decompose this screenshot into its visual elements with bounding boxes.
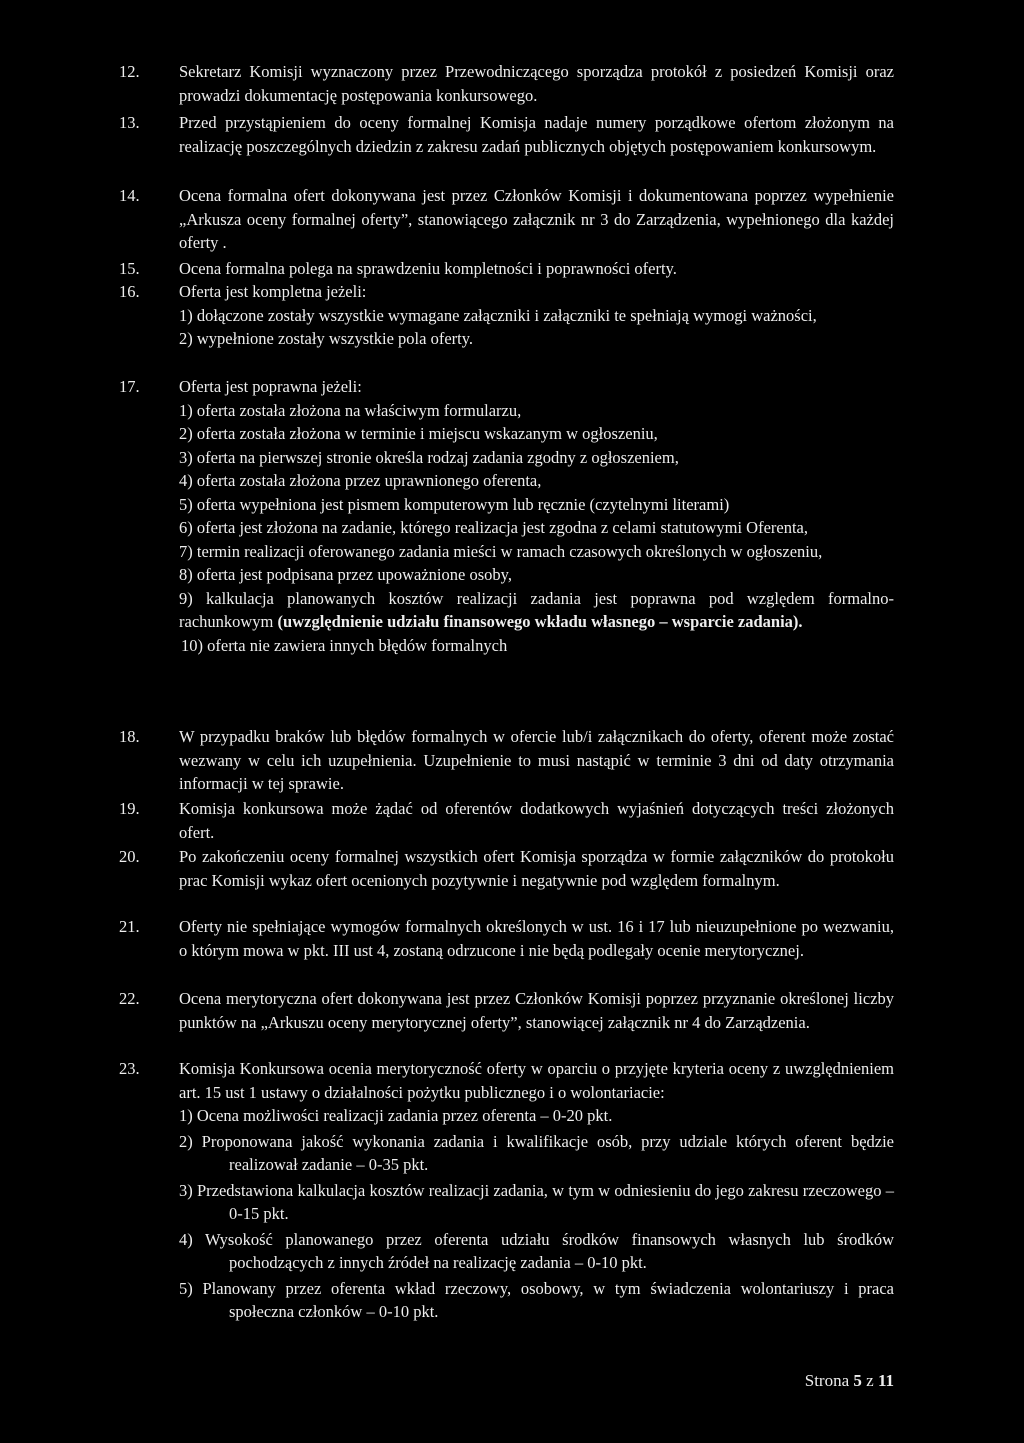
list-item [119, 60, 894, 107]
item-text: Oferty nie spełniające wymogów formalnych określonych w ust. 16 i 17 lub nieuzupełnione po wezwaniu, o którym mowa w pkt. III ust 4, zostaną odrzucone i nie będą podlegały ocenie merytorycznej. [179, 917, 894, 960]
sub-item-9 [179, 587, 894, 634]
item-text: W przypadku braków lub błędów formalnych w ofercie lub/i załącznikach do oferty, oferent może zostać wezwany w celu ich uzupełnienia. Uzupełnienie to musi nastąpić w terminie 3 dni od daty otrzymania informacji w tej sprawie. [179, 727, 894, 793]
item-number: 15. [119, 259, 140, 278]
sub-item: 8) oferta jest podpisana przez upoważnione osoby, [179, 565, 512, 584]
list-item [119, 375, 894, 657]
sub-item: 2) oferta została złożona w terminie i miejscu wskazanym w ogłoszeniu, [179, 424, 658, 443]
page-footer [805, 1369, 894, 1393]
list-item [119, 111, 894, 158]
item-intro: Oferta jest poprawna jeżeli: [179, 377, 362, 396]
footer-total-pages: 11 [877, 1371, 894, 1390]
item-text: Ocena formalna ofert dokonywana jest przez Członków Komisji i dokumentowana poprzez wypełnienie „Arkusza oceny formalnej oferty”, stanowiącego załącznik nr 3 do Zarządzenia, wypełnionego dla każdej oferty . [179, 186, 894, 252]
item-intro: Komisja Konkursowa ocenia merytoryczność oferty w oparciu o przyjęte kryteria oceny z uwzględnieniem art. 15 ust 1 ustawy o działalności pożytku publicznego i o wolontariacie: [179, 1059, 894, 1102]
item-number: 22. [119, 989, 140, 1008]
list-item [119, 845, 894, 892]
sub-item: 4) oferta została złożona przez uprawnionego oferenta, [179, 471, 542, 490]
item-number: 20. [119, 847, 140, 866]
sub-item: 2) wypełnione zostały wszystkie pola oferty. [179, 329, 474, 348]
sub-item: 1) dołączone zostały wszystkie wymagane załączniki i załączniki te spełniają wymogi ważności, [179, 305, 817, 325]
list-item [119, 184, 894, 255]
bold-note: (uwzględnienie udziału finansowego wkładu własnego – wsparcie zadania). [277, 612, 803, 631]
item-text: Komisja konkursowa może żądać od oferentów dodatkowych wyjaśnień dotyczących treści złożonych ofert. [179, 799, 894, 842]
list-item [119, 257, 894, 281]
sub-item: 6) oferta jest złożona na zadanie, którego realizacja jest zgodna z celami statutowymi Oferenta, [179, 518, 808, 537]
footer-separator: z [866, 1371, 874, 1390]
sub-item: 5) Planowany przez oferenta wkład rzeczowy, osobowy, w tym świadczenia wolontariuszy i praca społeczna członków – 0-10 pkt. [179, 1278, 894, 1321]
item-number: 12. [119, 62, 140, 81]
item-number: 16. [119, 282, 140, 301]
item-number: 14. [119, 186, 140, 205]
sub-item: 2) Proponowana jakość wykonania zadania i kwalifikacje osób, przy udziale których oferent będzie realizował zadanie – 0-35 pkt. [179, 1131, 894, 1174]
item-number: 18. [119, 727, 140, 746]
sub-item: 10) oferta nie zawiera innych błędów formalnych [181, 635, 508, 655]
item-number: 17. [119, 377, 140, 396]
list-item [119, 725, 894, 796]
list-item [119, 797, 894, 844]
sub-item-text: 9) kalkulacja planowanych kosztów realizacji zadania jest poprawna pod względem formalno-rachunkowym [179, 588, 894, 631]
list-item [119, 987, 894, 1034]
footer-prefix: Strona [804, 1371, 850, 1390]
item-number: 23. [119, 1059, 140, 1078]
item-number: 13. [119, 113, 140, 132]
item-text: Sekretarz Komisji wyznaczony przez Przewodniczącego sporządza protokół z posiedzeń Komisji oraz prowadzi dokumentację postępowania konkursowego. [179, 62, 894, 105]
footer-page-number: 5 [853, 1371, 862, 1390]
sub-item: 1) oferta została złożona na właściwym formularzu, [179, 400, 522, 420]
list-item [119, 915, 894, 962]
sub-item: 3) oferta na pierwszej stronie określa rodzaj zadania zgodny z ogłoszeniem, [179, 447, 679, 467]
item-text: Po zakończeniu oceny formalnej wszystkich ofert Komisja sporządza w formie załączników do protokołu prac Komisji wykaz ofert ocenionych pozytywnie i negatywnie pod względem formalnym. [179, 847, 894, 890]
item-text: Ocena formalna polega na sprawdzeniu kompletności i poprawności oferty. [179, 259, 677, 278]
list-item [119, 280, 894, 351]
item-number: 21. [119, 917, 140, 936]
item-number: 19. [119, 799, 140, 818]
item-intro: Oferta jest kompletna jeżeli: [179, 282, 367, 301]
sub-item: 5) oferta wypełniona jest pismem komputerowym lub ręcznie (czytelnymi literami) [179, 494, 730, 514]
item-text: Przed przystąpieniem do oceny formalnej Komisja nadaje numery porządkowe ofertom złożonym na realizację poszczególnych dziedzin z zakresu zadań publicznych objętych postępowaniem konkursowym. [179, 113, 894, 156]
sub-item: 7) termin realizacji oferowanego zadania mieści w ramach czasowych określonych w ogłoszeniu, [179, 541, 823, 561]
sub-item: 4) Wysokość planowanego przez oferenta udziału środków finansowych własnych lub środków pochodzących z innych źródeł na realizację zadania – 0-10 pkt. [179, 1229, 894, 1272]
list-item [119, 1057, 894, 1324]
sub-item: 3) Przedstawiona kalkulacja kosztów realizacji zadania, w tym w odniesieniu do jego zakresu rzeczowego – 0-15 pkt. [179, 1180, 894, 1223]
sub-item: 1) Ocena możliwości realizacji zadania przez oferenta – 0-20 pkt. [179, 1106, 613, 1125]
item-text: Ocena merytoryczna ofert dokonywana jest przez Członków Komisji poprzez przyznanie określonej liczby punktów na „Arkuszu oceny merytorycznej oferty”, stanowiącej załącznik nr 4 do Zarządzenia. [179, 989, 894, 1032]
